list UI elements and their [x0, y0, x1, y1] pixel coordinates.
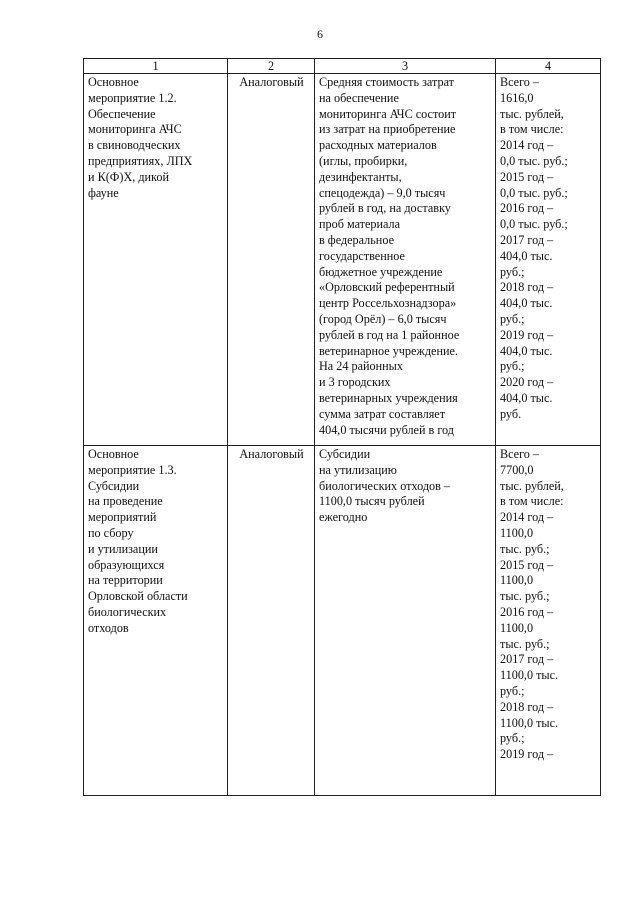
cell-text-line: 2015 год –: [500, 557, 554, 572]
cell-text-line: и утилизации: [88, 541, 158, 556]
cell-text-line: расходных материалов: [319, 138, 437, 153]
cell-text-line: 2019 год –: [500, 747, 554, 762]
activity-name-cell: [84, 74, 228, 446]
cell-text-line: из затрат на приобретение: [319, 122, 456, 137]
cell-text-line: образующихся: [88, 557, 165, 572]
cell-text-line: в том числе:: [500, 494, 564, 509]
cell-text-line: сумма затрат составляет: [319, 406, 446, 421]
calculation-cell: [315, 74, 496, 446]
cell-text-line: на обеспечение: [319, 90, 399, 105]
cell-text-line: тыс. рублей,: [500, 478, 564, 493]
column-header: 3: [315, 59, 496, 74]
cell-text-line: «Орловский референтный: [319, 280, 455, 295]
cell-text-line: 2016 год –: [500, 604, 554, 619]
column-header: 2: [228, 59, 315, 74]
cell-text-line: На 24 районных: [319, 359, 403, 374]
cell-text-line: руб.;: [500, 264, 525, 279]
cell-text-line: ветеринарных учреждения: [319, 390, 458, 405]
cell-text-line: Обеспечение: [88, 106, 156, 121]
cell-text-line: 2020 год –: [500, 375, 554, 390]
cell-text-line: государственное: [319, 248, 405, 263]
cell-text-line: центр Россельхознадзора»: [319, 296, 457, 311]
cell-text-line: и 3 городских: [319, 375, 391, 390]
cell-text-line: в том числе:: [500, 122, 564, 137]
cell-text-line: руб.;: [500, 311, 525, 326]
cell-text-line: руб.;: [500, 731, 525, 746]
cell-text-line: тыс. руб.;: [500, 541, 550, 556]
cell-text-line: 2014 год –: [500, 510, 554, 525]
column-header: 1: [84, 59, 228, 74]
cell-text-line: 2018 год –: [500, 699, 554, 714]
cell-text-line: 0,0 тыс. руб.;: [500, 217, 568, 232]
cell-text-line: спецодежда) – 9,0 тысяч: [319, 185, 446, 200]
activity-name-cell: [84, 446, 228, 796]
cell-text-line: тыс. рублей,: [500, 106, 564, 121]
cell-text-line: ветеринарное учреждение.: [319, 343, 458, 358]
cell-text-line: 1100,0 тыс.: [500, 668, 559, 683]
cell-text-line: (иглы, пробирки,: [319, 153, 408, 168]
cell-text-line: Всего –: [500, 75, 540, 89]
cell-text-line: Средняя стоимость затрат: [319, 75, 454, 89]
program-activities-table: [83, 58, 601, 796]
cell-text-line: отходов: [88, 620, 129, 635]
cell-text-line: биологических: [88, 604, 167, 619]
cell-text-line: Субсидии: [319, 447, 371, 461]
cell-text-line: (город Орёл) – 6,0 тысяч: [319, 311, 447, 326]
cell-text-line: тыс. руб.;: [500, 589, 550, 604]
cell-text-line: Основное: [88, 447, 139, 461]
cell-text-line: 1100,0: [500, 573, 534, 588]
cell-text-line: 0,0 тыс. руб.;: [500, 153, 568, 168]
cell-text-line: руб.;: [500, 683, 525, 698]
cell-text-line: 2016 год –: [500, 201, 554, 216]
cell-text-line: 404,0 тысячи рублей в год: [319, 422, 454, 437]
cell-text-line: на проведение: [88, 494, 163, 509]
cell-text-line: мероприятие 1.2.: [88, 90, 177, 105]
method-cell: Аналоговый: [228, 446, 315, 796]
cell-text-line: мероприятий: [88, 510, 157, 525]
cell-text-line: дезинфектанты,: [319, 169, 402, 184]
cell-text-line: мероприятие 1.3.: [88, 462, 177, 477]
cell-text-line: 7700,0: [500, 462, 534, 477]
cell-text-line: 2019 год –: [500, 327, 554, 342]
calculation-cell: [315, 446, 496, 796]
cell-text-line: 404,0 тыс.: [500, 248, 553, 263]
cell-text-line: руб.: [500, 406, 522, 421]
cell-text-line: Всего –: [500, 447, 540, 461]
cell-text-line: биологических отходов –: [319, 478, 451, 493]
table-header-row: [84, 59, 601, 74]
cell-text-line: проб материала: [319, 217, 401, 232]
cell-text-line: предприятиях, ЛПХ: [88, 153, 193, 168]
cell-text-line: мониторинга АЧС состоит: [319, 106, 457, 121]
cell-text-line: на утилизацию: [319, 462, 397, 477]
cell-text-line: 1616,0: [500, 90, 534, 105]
cell-text-line: 1100,0: [500, 620, 534, 635]
cell-text-line: 2015 год –: [500, 169, 554, 184]
cell-text-line: 1100,0 тыс.: [500, 715, 559, 730]
cell-text-line: 1100,0: [500, 525, 534, 540]
cell-text-line: фауне: [88, 185, 119, 200]
cell-text-line: 404,0 тыс.: [500, 343, 553, 358]
cell-text-line: Основное: [88, 75, 139, 89]
cell-text-line: в свиноводческих: [88, 138, 181, 153]
cell-text-line: Субсидии: [88, 478, 140, 493]
cell-text-line: в федеральное: [319, 232, 394, 247]
funding-cell: [496, 74, 601, 446]
cell-text-line: ежегодно: [319, 510, 368, 525]
cell-text-line: бюджетное учреждение: [319, 264, 443, 279]
cell-text-line: рублей в год, на доставку: [319, 201, 451, 216]
cell-text-line: Орловской области: [88, 589, 188, 604]
method-cell: Аналоговый: [228, 74, 315, 446]
cell-text-line: 2018 год –: [500, 280, 554, 295]
column-header: 4: [496, 59, 601, 74]
page-number: 6: [317, 27, 323, 41]
cell-text-line: 2017 год –: [500, 232, 554, 247]
cell-text-line: рублей в год на 1 районное: [319, 327, 460, 342]
cell-text-line: 404,0 тыс.: [500, 390, 553, 405]
cell-text-line: тыс. руб.;: [500, 636, 550, 651]
cell-text-line: по сбору: [88, 525, 134, 540]
table-row: [84, 74, 601, 446]
cell-text-line: и К(Ф)Х, дикой: [88, 169, 169, 184]
table-row: [84, 446, 601, 796]
cell-text-line: руб.;: [500, 359, 525, 374]
cell-text-line: на территории: [88, 573, 163, 588]
cell-text-line: мониторинга АЧС: [88, 122, 182, 137]
cell-text-line: 2014 год –: [500, 138, 554, 153]
cell-text-line: 0,0 тыс. руб.;: [500, 185, 568, 200]
cell-text-line: 2017 год –: [500, 652, 554, 667]
cell-text-line: 1100,0 тысяч рублей: [319, 494, 425, 509]
cell-text-line: 404,0 тыс.: [500, 296, 553, 311]
funding-cell: [496, 446, 601, 796]
